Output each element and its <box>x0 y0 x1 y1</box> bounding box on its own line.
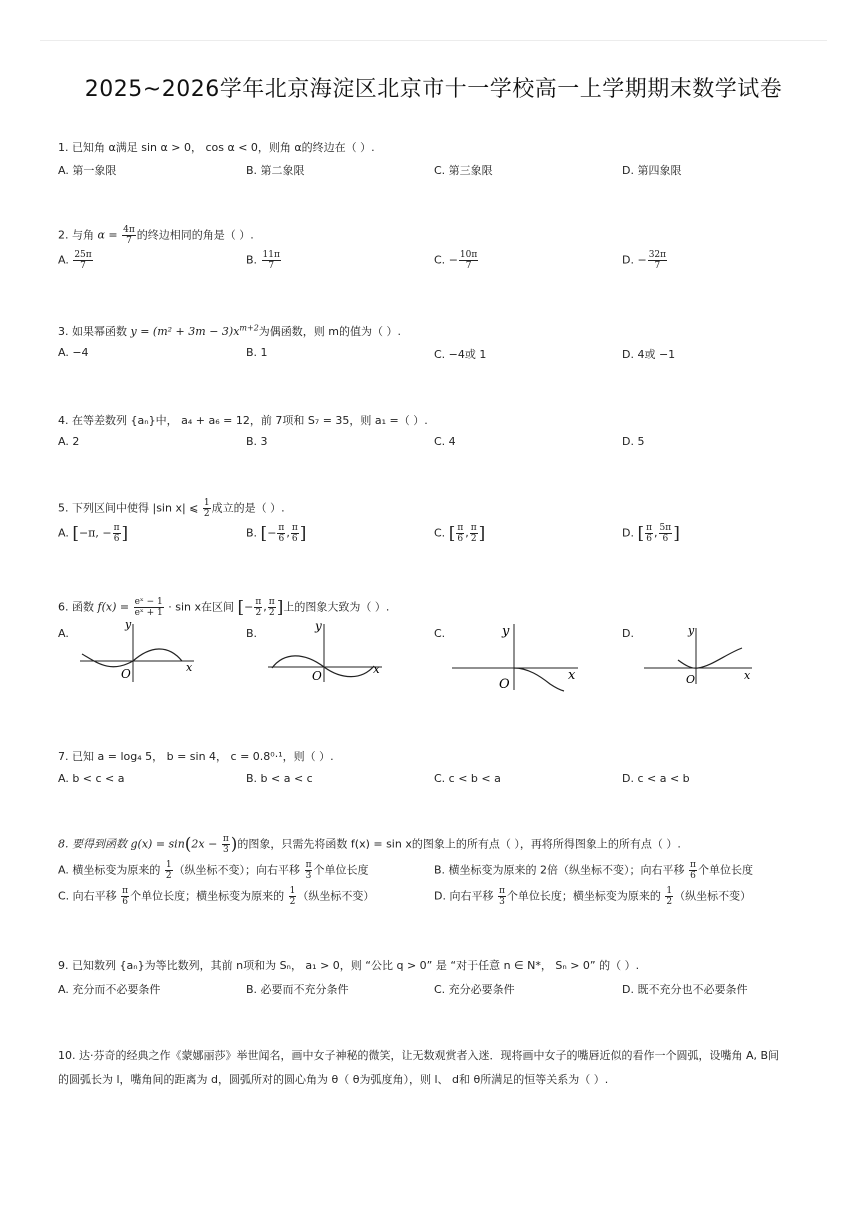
q6-graph-b <box>266 616 396 686</box>
q2-c-num: 10π <box>459 250 478 260</box>
q5-b-den1: 6 <box>278 534 285 544</box>
q6-stem-post: 上的图象大致为（ ）. <box>283 600 390 614</box>
question-10-line-1: 10. 达·芬奇的经典之作《蒙娜丽莎》举世闻名，画中女子神秘的微笑，让无数观赏者入迷．现将画中女子的嘴唇近似的看作一个圆弧，设嘴角 A, B间 <box>58 1049 780 1062</box>
q6-int-den1: 2 <box>255 608 262 618</box>
q3-exponent: m+2 <box>239 323 259 333</box>
q4-option-b: B. 3 <box>246 435 268 448</box>
q4-option-a: A. 2 <box>58 435 80 448</box>
q8-c-frac-1 <box>121 886 129 907</box>
q2-d-num: 32π <box>648 250 667 260</box>
q2-d-den: 7 <box>654 261 661 271</box>
q5-b-sign: − <box>267 526 277 540</box>
q9-option-a: A. 充分而不必要条件 <box>58 983 161 996</box>
q8-a-frac-2 <box>305 860 313 881</box>
q2-option-c <box>434 250 479 271</box>
graph-a-y-label: y <box>125 618 132 631</box>
q8-a-post: 个单位长度 <box>313 863 369 877</box>
q6-int-fraction-2 <box>268 597 276 618</box>
q8-a-fn: 1 <box>165 860 172 870</box>
q8-d-fd: 2 <box>666 897 673 907</box>
q7-option-c: C. c < b < a <box>434 772 501 785</box>
q8-c-fd: 2 <box>289 897 296 907</box>
q8-a-mid: （纵坐标不变）；向右平移 <box>173 863 304 877</box>
q1-option-b: B. 第二象限 <box>246 164 305 177</box>
graph-d-y-label: y <box>688 624 695 637</box>
q8-frac-num: π <box>222 834 229 844</box>
q2-option-d <box>622 250 668 271</box>
q6-int-sign: − <box>244 600 254 614</box>
q3-option-b: B. 1 <box>246 346 268 359</box>
q2-c-sign: − <box>448 253 458 267</box>
q5-c-den1: 6 <box>457 534 464 544</box>
q5-stem-post: 成立的是（ ）. <box>211 501 285 515</box>
q2-d-sign: − <box>637 253 647 267</box>
graph-a-x-label: x <box>186 661 193 674</box>
q2-stem-post: 的终边相同的角是（ ）. <box>136 228 254 242</box>
q2-angle-fraction <box>122 225 136 246</box>
q5-c-num2: π <box>470 523 477 533</box>
q8-d-pn: π <box>498 886 505 896</box>
q8-stem-pre: 8. 要得到函数 g(x) = sin <box>58 837 185 851</box>
q8-b-post: 个单位长度 <box>697 863 753 877</box>
q2-c-den: 7 <box>465 261 472 271</box>
q3-stem-post: 为偶函数，则 m的值为（ ）. <box>258 325 402 338</box>
q6-graph-d <box>642 620 762 688</box>
q5-c-fraction-2 <box>470 523 478 544</box>
q8-d-frac-1 <box>498 886 506 907</box>
q8-frac-den: 3 <box>222 845 229 855</box>
q8-d-pd: 3 <box>499 897 505 907</box>
q8-option-a <box>58 860 368 881</box>
graph-a-origin: O <box>121 667 131 681</box>
q8-fraction <box>222 834 230 855</box>
q9-option-d: D. 既不充分也不必要条件 <box>622 983 748 996</box>
q7-option-a: A. b < c < a <box>58 772 125 785</box>
q8-b-pn: π <box>690 860 696 870</box>
q4-option-d: D. 5 <box>622 435 645 448</box>
q8-a-pd: 3 <box>305 871 312 881</box>
q6-option-b: B. <box>246 627 258 640</box>
q2-b-fraction <box>262 250 281 271</box>
q7-option-b: B. b < a < c <box>246 772 313 785</box>
q1-option-d: D. 第四象限 <box>622 164 682 177</box>
q5-option-b: B. [− $\frac{\pi}{6}$ , $\frac{\pi}{6}$ ] <box>246 523 307 544</box>
q1-option-c: C. 第三象限 <box>434 164 493 177</box>
q8-b-pre: B. 横坐标变为原来的 2倍（纵坐标不变）；向右平移 <box>434 863 689 877</box>
q6-int-num1: π <box>255 597 262 607</box>
q8-option-c <box>58 886 374 907</box>
q5-stem-pre: 5. 下列区间中使得 |sin x| ⩽ <box>58 501 202 515</box>
q6-option-c: C. <box>434 627 446 640</box>
q8-c-pre: C. 向右平移 <box>58 889 121 903</box>
q2-a-num: 25π <box>74 250 92 260</box>
question-5-stem <box>58 498 828 519</box>
q8-d-post: （纵坐标不变） <box>674 889 752 903</box>
graph-d-origin: O <box>686 673 696 686</box>
graph-b-y-label: y <box>315 619 322 633</box>
q5-c-label: C. <box>434 526 446 540</box>
graph-c-origin: O <box>499 677 510 692</box>
q6-option-d: D. <box>622 627 634 640</box>
q5-a-num: π <box>113 523 120 533</box>
top-divider <box>40 40 827 41</box>
q4-option-c: C. 4 <box>434 435 456 448</box>
q5-fraction <box>203 498 211 519</box>
q2-b-den: 7 <box>268 261 275 271</box>
q3-option-c: C. −4或 1 <box>434 348 487 361</box>
q2-frac-num: 4π <box>123 225 135 235</box>
q5-a-fraction <box>113 523 121 544</box>
q8-a-pre: A. 横坐标变为原来的 <box>58 863 164 877</box>
q8-option-d <box>434 886 751 907</box>
q8-b-pd: 6 <box>690 871 696 881</box>
q2-stem-pre: 2. 与角 <box>58 228 98 242</box>
q2-a-den: 7 <box>80 261 86 271</box>
q5-a-left: −π, − <box>78 526 112 540</box>
q2-option-a <box>58 250 94 271</box>
q8-c-pd: 6 <box>122 897 128 907</box>
question-8-stem: 8. 要得到函数 g(x) = sin(2x − $\frac{\pi}{3}$ )的图象，只需先将函数 f(x) = sin x的图象上的所有点（ ），再将所得图象上的所有点（ ）. <box>58 834 681 855</box>
q5-c-num1: π <box>457 523 464 533</box>
q5-b-num1: π <box>278 523 285 533</box>
q5-a-den: 6 <box>113 534 120 544</box>
graph-d-x-label: x <box>744 669 751 682</box>
q5-a-label: A. <box>58 526 69 540</box>
q1-option-a: A. 第一象限 <box>58 164 117 177</box>
q5-frac-num: 1 <box>203 498 210 508</box>
q9-option-b: B. 必要而不充分条件 <box>246 983 349 996</box>
q6-stem-pre: 6. 函数 <box>58 600 98 614</box>
q3-option-a: A. −4 <box>58 346 89 359</box>
q8-c-mid: 个单位长度；横坐标变为原来的 <box>130 889 288 903</box>
q2-c-fraction <box>459 250 478 271</box>
q6-int-num2: π <box>268 597 275 607</box>
q7-option-d: D. c < a < b <box>622 772 690 785</box>
q5-d-fraction-2 <box>659 523 673 544</box>
q5-d-num2: 5π <box>659 523 672 533</box>
q8-a-frac-1 <box>165 860 173 881</box>
q5-d-label: D. <box>622 526 634 540</box>
question-4-stem: 4. 在等差数列 {aₙ}中， a₄ + a₆ = 12，前 7项和 S₇ = 35，则 a₁ =（ ）. <box>58 414 428 427</box>
q2-alpha: α = <box>97 228 122 242</box>
question-9-stem: 9. 已知数列 {aₙ}为等比数列，其前 n项和为 Sₙ， a₁ > 0，则 “公比 q > 0” 是 “对于任意 n ∈ N*， Sₙ > 0” 的（ ）. <box>58 959 640 972</box>
page-title: 2025~2026学年北京海淀区北京市十一学校高一上学期期末数学试卷 <box>84 77 783 102</box>
q8-d-mid: 个单位长度；横坐标变为原来的 <box>506 889 665 903</box>
question-6-stem: 6. 函数 f(x) = $\frac{\text{eˣ − 1}}{\text{eˣ + 1}}$ · sin x在区间 [− $\frac{\pi}{2}$ , $\frac{\pi}{2}$ ]上的图象大致为（ ）. <box>58 597 390 618</box>
q5-d-den1: 6 <box>646 534 652 544</box>
q5-b-num2: π <box>291 523 298 533</box>
q5-d-fraction-1 <box>645 523 653 544</box>
graph-b-origin: O <box>312 669 322 683</box>
q8-d-frac-2 <box>665 886 673 907</box>
q6-fx: f(x) = <box>97 600 133 614</box>
q6-fraction <box>134 597 164 618</box>
q5-b-label: B. <box>246 526 258 540</box>
q8-a-pn: π <box>305 860 312 870</box>
q2-a-label: A. <box>58 253 69 267</box>
graph-b-x-label: x <box>373 662 380 676</box>
q2-a-fraction <box>73 250 92 271</box>
q5-b-fraction-1 <box>277 523 285 544</box>
q5-d-num1: π <box>646 523 653 533</box>
q5-c-den2: 2 <box>470 534 477 544</box>
q6-graph-c <box>450 618 590 692</box>
q2-d-fraction <box>648 250 667 271</box>
q8-d-fn: 1 <box>666 886 673 896</box>
q5-option-a: A. [−π, − $\frac{\pi}{6}$ ] <box>58 523 129 544</box>
question-2-stem <box>58 225 828 246</box>
q5-b-den2: 6 <box>291 534 298 544</box>
q2-option-b <box>246 250 282 271</box>
graph-c-x-label: x <box>568 668 576 683</box>
q2-b-num: 11π <box>262 250 280 260</box>
q2-d-label: D. <box>622 253 634 267</box>
q6-frac-num: eˣ − 1 <box>134 597 163 607</box>
question-1-stem: 1. 已知角 α满足 sin α > 0， cos α < 0，则角 α的终边在（ ）. <box>58 141 375 154</box>
q6-frac-den: eˣ + 1 <box>134 608 163 618</box>
q8-b-frac <box>689 860 697 881</box>
q8-c-post: （纵坐标不变） <box>297 889 375 903</box>
q5-frac-den: 2 <box>203 509 210 519</box>
q5-option-c: C. [ $\frac{\pi}{6}$ , $\frac{\pi}{2}$ ] <box>434 523 486 544</box>
q6-stem-mid: · sin x在区间 <box>164 600 238 614</box>
q5-option-d: D. [ $\frac{\pi}{6}$ , $\frac{5\pi}{6}$ ] <box>622 523 680 544</box>
q6-int-fraction-1 <box>254 597 262 618</box>
q2-frac-den: 7 <box>126 236 132 246</box>
q3-formula: y = (m² + 3m − 3)x <box>130 325 240 338</box>
question-3-stem <box>58 323 828 339</box>
q8-d-pre: D. 向右平移 <box>434 889 497 903</box>
q3-option-d: D. 4或 −1 <box>622 348 676 361</box>
q5-b-fraction-2 <box>291 523 299 544</box>
q2-b-label: B. <box>246 253 258 267</box>
graph-c-y-label: y <box>502 624 510 639</box>
question-10-line-2: 的圆弧长为 l，嘴角间的距离为 d，圆弧所对的圆心角为 θ（ θ为弧度角），则 l、 d和 θ所满足的恒等关系为（ ）. <box>58 1073 609 1086</box>
q6-option-a: A. <box>58 627 69 640</box>
q8-c-fn: 1 <box>289 886 296 896</box>
q2-c-label: C. <box>434 253 446 267</box>
q8-inner: 2x − <box>191 837 221 851</box>
q3-stem-pre: 3. 如果幂函数 <box>58 325 131 338</box>
q5-c-fraction-1 <box>456 523 464 544</box>
q8-a-fd: 2 <box>165 871 172 881</box>
question-7-stem: 7. 已知 a = log₄ 5， b = sin 4， c = 0.8⁰·¹，则（ ）. <box>58 750 334 763</box>
q8-option-b <box>434 860 753 881</box>
q8-c-pn: π <box>122 886 129 896</box>
q9-option-c: C. 充分必要条件 <box>434 983 515 996</box>
q8-c-frac-2 <box>289 886 297 907</box>
q6-graph-a <box>76 616 206 686</box>
q6-int-den2: 2 <box>268 608 275 618</box>
q8-stem-post: 的图象，只需先将函数 f(x) = sin x的图象上的所有点（ ），再将所得图象上的所有点（ ）. <box>237 837 681 851</box>
q5-d-den2: 6 <box>662 534 669 544</box>
